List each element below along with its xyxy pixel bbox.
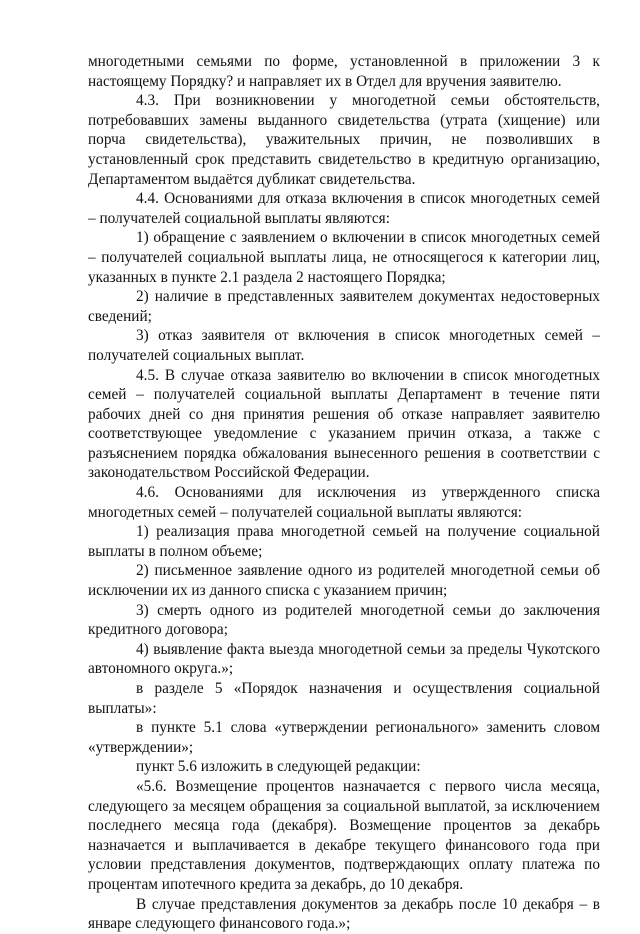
paragraph-4-6-item-3: 3) смерть одного из родителей многодетной семьи до заключения кредитного договора;	[88, 601, 600, 639]
paragraph-4-4-item-1: 1) обращение с заявлением о включении в список многодетных семей – получателей социальной выплаты лица, не относящегося к категории лиц, указанных в пункте 2.1 раздела 2 настоящего Порядка;	[88, 229, 600, 286]
paragraph-point-5-1: в пункте 5.1 слова «утверждении регионального» заменить словом «утверждении»;	[88, 719, 600, 756]
paragraph-section-5: в разделе 5 «Порядок назначения и осуществления социальной выплаты»:	[88, 680, 600, 717]
document-body	[88, 52, 600, 934]
paragraph-point-5-6-intro: пункт 5.6 изложить в следующей редакции:	[136, 758, 421, 776]
paragraph-4-4: 4.4. Основаниями для отказа включения в список многодетных семей – получателей социальной выплаты являются:	[88, 190, 600, 227]
paragraph-4-5: 4.5. В случае отказа заявителю во включении в список многодетных семей – получателей социальной выплаты Департамент в течение пяти рабочих дней со дня принятия решения об отказе направляет заявителю соответствующее уведомление с указанием причин отказа, а также с разъяснением порядка обжалования вынесенного решения в соответствии с законодательством Российской Федерации.	[88, 366, 600, 482]
paragraph-4-6: 4.6. Основаниями для исключения из утвержденного списка многодетных семей – получателей социальной выплаты являются:	[88, 484, 600, 521]
paragraph-5-6-december: В случае представления документов за декабрь после 10 декабря – в январе следующего финансового года.»;	[88, 895, 600, 933]
paragraph-4-3: 4.3. При возникновении у многодетной семьи обстоятельств, потребовавших замены выданного свидетельства (утрата (хищение) или порча свидетельства), уважительных причин, не позволивших в установленный срок представить свидетельство в кредитную организацию, Департаментом выдаётся дубликат свидетельства.	[88, 92, 600, 188]
paragraph-4-6-item-4: 4) выявление факта выезда многодетной семьи за пределы Чукотского автономного округа.»;	[88, 640, 600, 678]
paragraph-4-4-item-3: 3) отказ заявителя от включения в список многодетных семей – получателей социальных выплат.	[88, 327, 600, 364]
paragraph-4-4-item-2: 2) наличие в представленных заявителем документах недостоверных сведений;	[88, 288, 600, 325]
paragraph-continuation: многодетными семьями по форме, установленной в приложении 3 к настоящему Порядку? и направляет их в Отдел для вручения заявителю.	[88, 53, 600, 90]
paragraph-4-6-item-2: 2) письменное заявление одного из родителей многодетной семьи об исключении их из данного списка с указанием причин;	[88, 562, 600, 600]
paragraph-4-6-item-1: 1) реализация права многодетной семьей на получение социальной выплаты в полном объеме;	[88, 523, 600, 560]
paragraph-5-6: «5.6. Возмещение процентов назначается с первого числа месяца, следующего за месяцем обращения за социальной выплатой, за исключением последнего месяца года (декабря). Возмещение процентов за декабрь назначается и выплачивается в декабре текущего финансового года при условии представления документов, подтверждающих оплату платежа по процентам ипотечного кредита за декабрь, до 10 декабря.	[88, 777, 600, 893]
